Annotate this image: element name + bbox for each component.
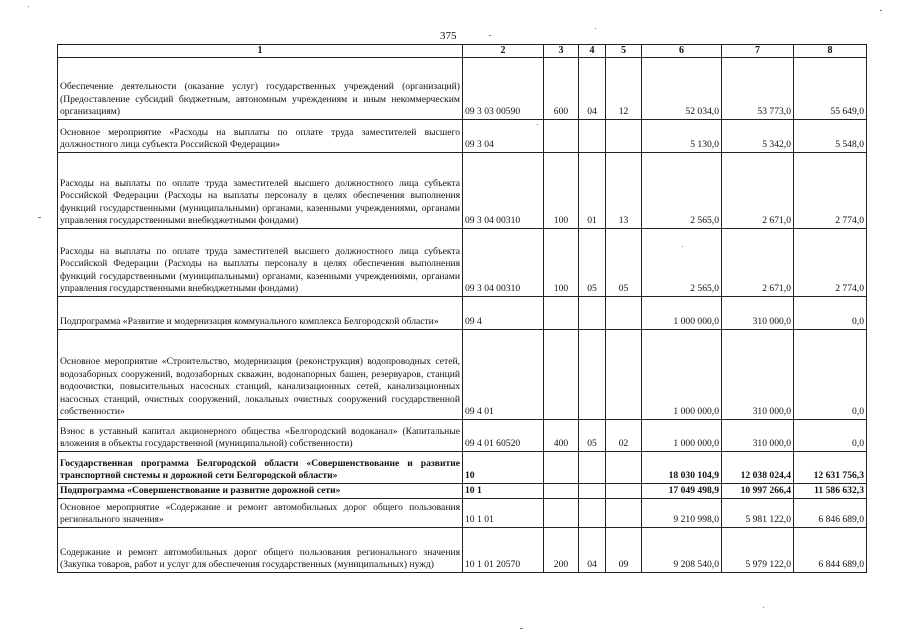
row-amount-col7: 5 981 122,0	[722, 499, 794, 528]
header-cell-5: 5	[606, 45, 642, 58]
row-subsection	[606, 499, 642, 528]
row-expense-type	[544, 297, 579, 330]
row-expense-type: 600	[544, 58, 579, 120]
row-amount-col8: 11 586 632,3	[794, 484, 867, 499]
row-description: Взнос в уставный капитал акционерного общества «Белгородский водоканал» (Капитальные вложения в объекты государственной (муниципальной) собственности)	[58, 420, 463, 452]
row-expense-type	[544, 484, 579, 499]
row-section: 04	[579, 528, 606, 573]
row-subsection: 13	[606, 153, 642, 229]
row-amount-col7: 310 000,0	[722, 297, 794, 330]
row-description: Основное мероприятие «Расходы на выплаты по оплате труда заместителей высшего должностного лица субъекта Российской Федерации»	[58, 120, 463, 153]
row-subsection: 12	[606, 58, 642, 120]
row-amount-col7: 10 997 266,4	[722, 484, 794, 499]
row-amount-col8: 2 774,0	[794, 153, 867, 229]
row-amount-col8: 0,0	[794, 420, 867, 452]
header-cell-1: 1	[58, 45, 463, 58]
scan-speck	[28, 6, 29, 7]
row-subsection	[606, 297, 642, 330]
row-amount-col6: 1 000 000,0	[642, 420, 722, 452]
row-expense-type: 200	[544, 528, 579, 573]
row-description: Основное мероприятие «Содержание и ремонт автомобильных дорог общего пользования регионального значения»	[58, 499, 463, 528]
header-row	[58, 45, 867, 58]
row-classification-code: 10 1	[463, 484, 544, 499]
header-cell-6: 6	[642, 45, 722, 58]
row-subsection	[606, 330, 642, 420]
row-subsection	[606, 120, 642, 153]
table-row	[58, 229, 867, 297]
row-classification-code: 09 3 04 00310	[463, 153, 544, 229]
row-section	[579, 484, 606, 499]
row-amount-col6: 2 565,0	[642, 153, 722, 229]
row-amount-col7: 310 000,0	[722, 330, 794, 420]
row-amount-col6: 17 049 498,9	[642, 484, 722, 499]
scan-speck	[520, 628, 523, 629]
table-row	[58, 330, 867, 420]
row-classification-code: 09 4	[463, 297, 544, 330]
row-section: 05	[579, 229, 606, 297]
row-section	[579, 452, 606, 484]
row-amount-col8: 2 774,0	[794, 229, 867, 297]
row-description: Расходы на выплаты по оплате труда заместителей высшего должностного лица субъекта Российской Федерации (Расходы на выплаты персоналу в целях обеспечения выполнения функций государственными (муниципальными) органами, казенными учреждениями, органами управления государственными внебюджетными фондами)	[58, 229, 463, 297]
row-section: 01	[579, 153, 606, 229]
row-description: Основное мероприятие «Строительство, модернизация (реконструкция) водопроводных сетей, водозаборных сооружений, водозаборных скважин, водонапорных башен, резервуаров, станций водоочистки, повысительных насосных станций, канализационных сетей, канализационных насосных станций, очистных сооружений, локальных очистных сооружений государственной собственности»	[58, 330, 463, 420]
row-subsection: 09	[606, 528, 642, 573]
row-description: Содержание и ремонт автомобильных дорог общего пользования регионального значения (Закупка товаров, работ и услуг для обеспечения государственных (муниципальных) нужд)	[58, 528, 463, 573]
row-section	[579, 499, 606, 528]
row-amount-col7: 310 000,0	[722, 420, 794, 452]
row-section	[579, 297, 606, 330]
row-amount-col6: 2 565,0	[642, 229, 722, 297]
scan-speck	[38, 217, 41, 218]
scan-speck	[682, 246, 683, 247]
scan-speck	[763, 607, 764, 608]
row-amount-col6: 18 030 104,9	[642, 452, 722, 484]
header-cell-8: 8	[794, 45, 867, 58]
row-description: Подпрограмма «Развитие и модернизация коммунального комплекса Белгородской области»	[58, 297, 463, 330]
row-section	[579, 120, 606, 153]
row-amount-col8: 12 631 756,3	[794, 452, 867, 484]
table-row	[58, 120, 867, 153]
table-row	[58, 452, 867, 484]
row-amount-col7: 2 671,0	[722, 153, 794, 229]
table-row	[58, 297, 867, 330]
row-amount-col6: 9 208 540,0	[642, 528, 722, 573]
row-amount-col6: 52 034,0	[642, 58, 722, 120]
header-cell-2: 2	[463, 45, 544, 58]
row-subsection	[606, 484, 642, 499]
row-classification-code: 10 1 01 20570	[463, 528, 544, 573]
table-row	[58, 153, 867, 229]
row-amount-col6: 1 000 000,0	[642, 297, 722, 330]
row-classification-code: 10 1 01	[463, 499, 544, 528]
row-subsection	[606, 452, 642, 484]
table-row	[58, 484, 867, 499]
table-row	[58, 499, 867, 528]
row-subsection: 05	[606, 229, 642, 297]
row-amount-col7: 2 671,0	[722, 229, 794, 297]
row-expense-type: 100	[544, 153, 579, 229]
budget-table	[57, 44, 867, 573]
row-expense-type	[544, 120, 579, 153]
row-classification-code: 09 4 01 60520	[463, 420, 544, 452]
row-section: 05	[579, 420, 606, 452]
header-cell-4: 4	[579, 45, 606, 58]
scan-speck	[489, 35, 491, 36]
page-number: 375	[440, 30, 457, 42]
row-amount-col6: 5 130,0	[642, 120, 722, 153]
row-subsection: 02	[606, 420, 642, 452]
table-row	[58, 58, 867, 120]
row-expense-type: 400	[544, 420, 579, 452]
row-classification-code: 09 3 03 00590	[463, 58, 544, 120]
scan-speck	[880, 10, 882, 11]
row-description: Расходы на выплаты по оплате труда заместителей высшего должностного лица субъекта Российской Федерации (Расходы на выплаты персоналу в целях обеспечения выполнения функций государственными (муниципальными) органами, казенными учреждениями, органами управления государственными внебюджетными фондами)	[58, 153, 463, 229]
header-cell-3: 3	[544, 45, 579, 58]
row-amount-col8: 5 548,0	[794, 120, 867, 153]
row-amount-col8: 6 846 689,0	[794, 499, 867, 528]
row-amount-col8: 6 844 689,0	[794, 528, 867, 573]
row-amount-col8: 0,0	[794, 330, 867, 420]
row-classification-code: 09 3 04	[463, 120, 544, 153]
row-amount-col7: 53 773,0	[722, 58, 794, 120]
table-body	[58, 58, 867, 573]
table-row	[58, 528, 867, 573]
row-section	[579, 330, 606, 420]
row-classification-code: 10	[463, 452, 544, 484]
row-amount-col7: 12 038 024,4	[722, 452, 794, 484]
row-description: Государственная программа Белгородской области «Совершенствование и развитие транспортной системы и дорожной сети Белгородской области»	[58, 452, 463, 484]
table-row	[58, 420, 867, 452]
scan-speck	[595, 28, 596, 29]
row-amount-col8: 0,0	[794, 297, 867, 330]
row-expense-type	[544, 499, 579, 528]
row-amount-col6: 9 210 998,0	[642, 499, 722, 528]
row-classification-code: 09 3 04 00310	[463, 229, 544, 297]
row-amount-col7: 5 979 122,0	[722, 528, 794, 573]
row-section: 04	[579, 58, 606, 120]
scan-speck	[537, 124, 538, 125]
row-description: Обеспечение деятельности (оказание услуг) государственных учреждений (организаций) (Предоставление субсидий бюджетным, автономным учреждениям и иным некоммерческим организациям)	[58, 58, 463, 120]
row-amount-col6: 1 000 000,0	[642, 330, 722, 420]
row-amount-col8: 55 649,0	[794, 58, 867, 120]
row-description: Подпрограмма «Совершенствование и развитие дорожной сети»	[58, 484, 463, 499]
row-amount-col7: 5 342,0	[722, 120, 794, 153]
row-classification-code: 09 4 01	[463, 330, 544, 420]
row-expense-type	[544, 330, 579, 420]
header-cell-7: 7	[722, 45, 794, 58]
row-expense-type: 100	[544, 229, 579, 297]
row-expense-type	[544, 452, 579, 484]
